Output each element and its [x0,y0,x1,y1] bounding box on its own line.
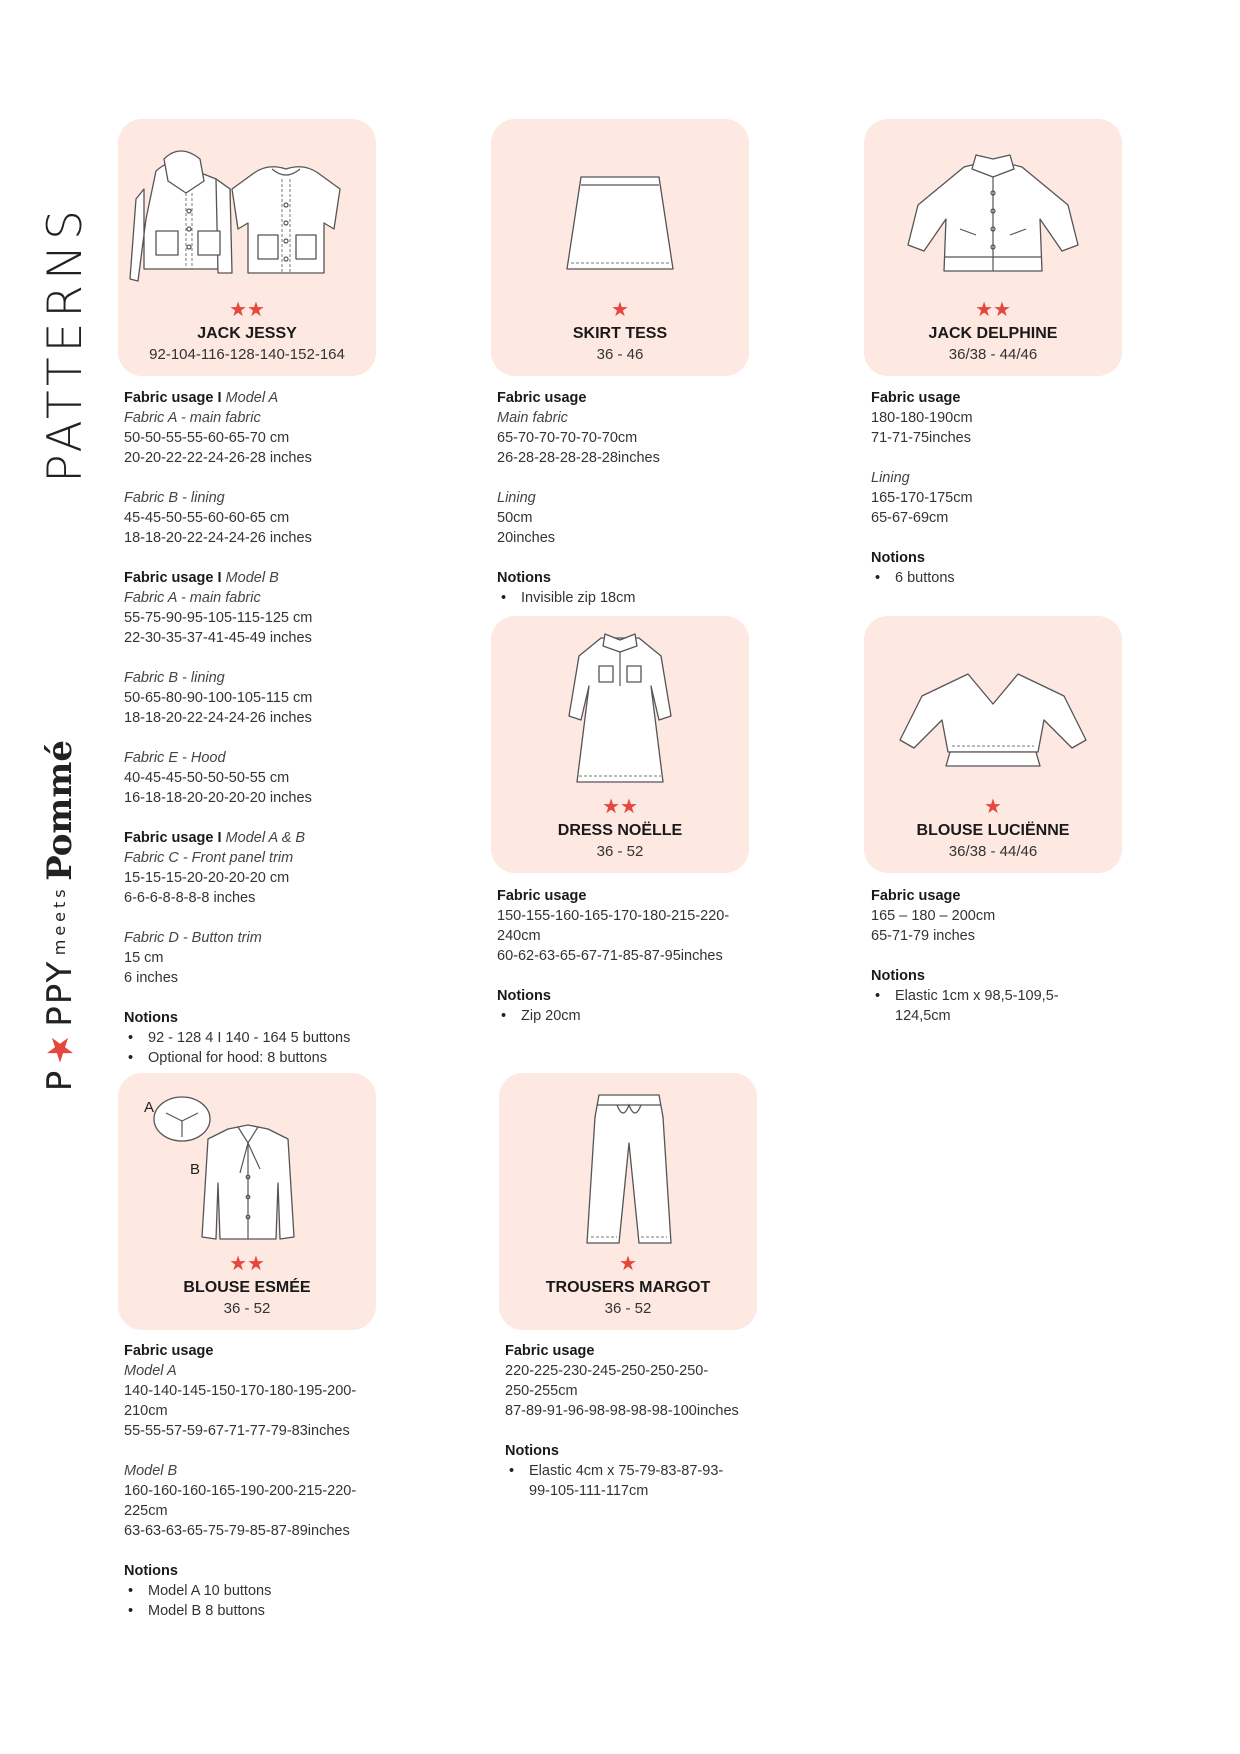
fabric-cm: 50-50-55-55-60-65-70 cm [124,430,290,446]
fabric-cm: 140-140-145-150-170-180-195-200- [124,1383,357,1399]
brand-poppy: P★PPY [40,959,80,1092]
pattern-info-blouse-lucienne [871,886,1141,1026]
pattern-sizes: 36 - 46 [596,346,644,363]
notion-item: • Elastic 1cm x 98,5-109,5- 124,5cm [871,986,1141,1026]
fabric-cm: 180-180-190cm [871,410,973,426]
page-title: PATTERNS [38,205,93,483]
pattern-title: BLOUSE ESMÉE [183,1279,311,1296]
skirt-illustration [491,119,749,299]
fabric-usage-heading: Fabric usage [497,888,587,904]
fabric-usage-heading: Fabric usage [124,1343,214,1359]
fabric-cm: 15 cm [124,950,164,966]
brand-pomme: Pommé [40,740,80,881]
pattern-sizes: 92-104-116-128-140-152-164 [149,346,345,363]
fabric-cm: 45-45-50-55-60-60-65 cm [124,510,290,526]
fabric-inches: 63-63-63-65-75-79-85-87-89inches [124,1523,350,1539]
fabric-cm: 225cm [124,1503,168,1519]
fabric-label: Fabric B - lining [124,670,225,686]
fabric-inches: 26-28-28-28-28-28inches [497,450,660,466]
fabric-cm: 150-155-160-165-170-180-215-220- [497,908,730,924]
notions-heading: Notions [871,968,925,984]
notion-item: • Model B 8 buttons [124,1601,394,1621]
notions-heading: Notions [497,988,551,1004]
fabric-inches: 16-18-18-20-20-20-20 inches [124,790,312,806]
fabric-inches: 18-18-20-22-24-24-26 inches [124,530,312,546]
jacket-hooded-illustration [118,119,376,299]
pattern-title: JACK JESSY [197,325,297,342]
fabric-inches: 60-62-63-65-67-71-85-87-95inches [497,948,723,964]
fabric-label: Fabric E - Hood [124,750,226,766]
fabric-inches: 71-71-75inches [871,430,971,446]
pattern-title: DRESS NOËLLE [557,822,683,839]
pattern-sizes: 36/38 - 44/46 [948,843,1038,860]
fabric-label: Model A [124,1363,177,1379]
pattern-info-jack-delphine [871,388,1141,588]
fabric-cm: 165-170-175cm [871,490,973,506]
fabric-cm: 55-75-90-95-105-115-125 cm [124,610,313,626]
notions-list [505,1461,775,1501]
fabric-cm: 50cm [497,510,533,526]
pattern-card-blouse-lucienne [864,616,1122,873]
difficulty-stars: ★ [619,1253,637,1275]
jacket-illustration [864,119,1122,299]
blouse-bow-illustration [118,1073,376,1253]
pattern-card-dress-noelle [491,616,749,873]
pattern-card-blouse-esmee [118,1073,376,1330]
fabric-cm: 160-160-160-165-190-200-215-220- [124,1483,357,1499]
fabric-label: Lining [871,470,910,486]
pattern-sizes: 36 - 52 [604,1300,652,1317]
pattern-info-trousers-margot [505,1341,775,1501]
notion-item: • 92 - 128 4 I 140 - 164 5 buttons [124,1028,394,1048]
fabric-inches: 55-55-57-59-67-71-77-79-83inches [124,1423,350,1439]
fabric-usage-heading: Fabric usage I Model B [124,570,279,586]
pattern-title: JACK DELPHINE [928,325,1058,342]
fabric-inches: 65-67-69cm [871,510,949,526]
model-label-b: B [190,1161,201,1178]
difficulty-stars: ★★ [602,796,638,818]
notions-heading: Notions [124,1010,178,1026]
difficulty-stars: ★★ [975,299,1011,321]
notions-heading: Notions [505,1443,559,1459]
notion-item: • Model A 10 buttons [124,1581,394,1601]
notions-list [124,1028,394,1068]
fabric-label: Main fabric [497,410,568,426]
fabric-label: Lining [497,490,536,506]
pattern-sizes: 36/38 - 44/46 [948,346,1038,363]
fabric-label: Fabric D - Button trim [124,930,262,946]
notion-item: • Invisible zip 18cm [497,588,767,608]
fabric-cm: 65-70-70-70-70-70cm [497,430,638,446]
pattern-card-skirt-tess [491,119,749,376]
star-icon: ★ [40,1026,80,1069]
pattern-info-dress-noelle [497,886,767,1026]
fabric-inches: 6-6-6-8-8-8-8 inches [124,890,256,906]
fabric-usage-heading: Fabric usage [871,390,961,406]
fabric-inches: 65-71-79 inches [871,928,975,944]
fabric-cm: 15-15-15-20-20-20-20 cm [124,870,290,886]
fabric-label: Fabric A - main fabric [124,410,261,426]
pattern-sizes: 36 - 52 [596,843,644,860]
difficulty-stars: ★ [611,299,629,321]
pattern-card-trousers-margot [499,1073,757,1330]
fabric-usage-heading: Fabric usage [497,390,587,406]
brand-meets: meets [50,885,69,956]
brand-logo [40,740,80,1091]
fabric-inches: 18-18-20-22-24-24-26 inches [124,710,312,726]
fabric-cm: 50-65-80-90-100-105-115 cm [124,690,313,706]
notions-heading: Notions [124,1563,178,1579]
notions-list [871,986,1141,1026]
trousers-illustration [499,1073,757,1253]
pattern-info-blouse-esmee [124,1341,394,1621]
fabric-inches: 20inches [497,530,556,546]
difficulty-stars: ★ [984,796,1002,818]
fabric-label: Fabric B - lining [124,490,225,506]
pattern-info-skirt-tess [497,388,767,608]
fabric-label: Model B [124,1463,178,1479]
fabric-usage-heading: Fabric usage [871,888,961,904]
fabric-usage-heading: Fabric usage I Model A & B [124,830,306,846]
fabric-cm: 165 – 180 – 200cm [871,908,996,924]
fabric-inches: 22-30-35-37-41-45-49 inches [124,630,312,646]
fabric-label: Fabric A - main fabric [124,590,261,606]
notions-list [497,1006,767,1026]
pattern-card-jack-delphine [864,119,1122,376]
difficulty-stars: ★★ [229,1253,265,1275]
fabric-cm: 40-45-45-50-50-50-55 cm [124,770,290,786]
pattern-info-jack-jessy [124,388,394,1068]
fabric-label: Fabric C - Front panel trim [124,850,294,866]
fabric-inches: 6 inches [124,970,179,986]
pattern-card-jack-jessy [118,119,376,376]
notions-list [124,1581,394,1621]
fabric-cm: 210cm [124,1403,168,1419]
fabric-cm: 240cm [497,928,541,944]
blouse-illustration [864,616,1122,796]
notion-item: • Elastic 4cm x 75-79-83-87-93- 99-105-111-117cm [505,1461,775,1501]
fabric-inches: 87-89-91-96-98-98-98-98-100inches [505,1403,739,1419]
notions-list [871,568,1141,588]
pattern-title: SKIRT TESS [572,325,668,342]
notions-heading: Notions [497,570,551,586]
notion-item: • Zip 20cm [497,1006,767,1026]
fabric-usage-heading: Fabric usage [505,1343,595,1359]
notions-list [497,588,767,608]
dress-illustration [491,616,749,796]
notions-heading: Notions [871,550,925,566]
notion-item: • 6 buttons [871,568,1141,588]
fabric-cm: 220-225-230-245-250-250-250- [505,1363,709,1379]
pattern-sizes: 36 - 52 [223,1300,271,1317]
notion-item: • Optional for hood: 8 buttons [124,1048,394,1068]
fabric-cm: 250-255cm [505,1383,578,1399]
pattern-title: TROUSERS MARGOT [545,1279,711,1296]
fabric-usage-heading: Fabric usage I Model A [124,390,279,406]
fabric-inches: 20-20-22-22-24-26-28 inches [124,450,312,466]
model-label-a: A [144,1099,155,1116]
difficulty-stars: ★★ [229,299,265,321]
pattern-title: BLOUSE LUCIËNNE [916,822,1070,839]
